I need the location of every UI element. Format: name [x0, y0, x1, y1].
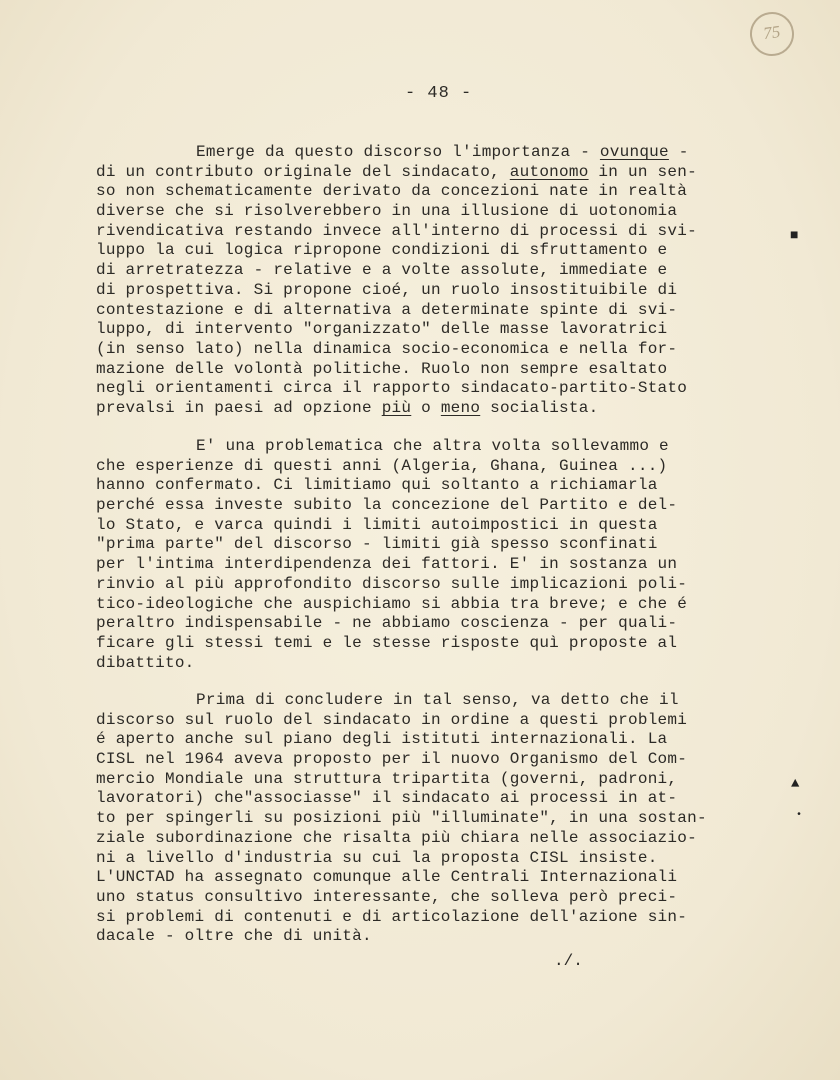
- text-line: lo Stato, e varca quindi i limiti autoimpostici in questa: [96, 515, 658, 534]
- margin-dot-icon: ▲: [791, 776, 800, 792]
- text-line: luppo, di intervento "organizzato" delle masse lavoratrici: [96, 320, 668, 339]
- text-line: si problemi di contenuti e di articolazione dell'azione sin-: [96, 907, 688, 926]
- text-line: mazione delle volontà politiche. Ruolo non sempre esaltato: [96, 359, 668, 378]
- page-number: - 48 -: [405, 84, 473, 103]
- text-line: so non schematicamente derivato da concezioni nate in realtà: [96, 182, 688, 201]
- text-line: discorso sul ruolo del sindacato in ordine a questi problemi: [96, 710, 688, 729]
- text-line: lavoratori) che"associasse" il sindacato ai processi in at-: [96, 789, 678, 808]
- text-line: tico-ideologiche che auspichiamo si abbia tra breve; e che é: [96, 594, 688, 613]
- margin-dot-icon: •: [796, 810, 803, 821]
- text-line: "prima parte" del discorso - limiti già spesso sconfinati: [96, 535, 658, 554]
- paragraph-2: [96, 437, 716, 673]
- text-line: per l'intima interdipendenza dei fattori. E' in sostanza un: [96, 555, 678, 574]
- text-line: Prima di concludere in tal senso, va detto che il: [196, 691, 679, 709]
- underlined-word: meno: [440, 398, 481, 417]
- text-line: (in senso lato) nella dinamica socio-economica e nella for-: [96, 339, 678, 358]
- text-line: prevalsi in paesi ad opzione più o meno socialista.: [96, 398, 599, 417]
- text-line: CISL nel 1964 aveva proposto per il nuovo Organismo del Com-: [96, 750, 688, 769]
- text-line: rivendicativa restando invece all'interno di processi di svi-: [96, 221, 697, 240]
- underlined-word: autonomo: [509, 162, 589, 181]
- paragraph-1: [96, 143, 716, 419]
- text-line: Emerge da questo discorso l'importanza - ovunque -: [196, 143, 689, 161]
- text-line: ni a livello d'industria su cui la proposta CISL insiste.: [96, 848, 658, 867]
- text-line: uno status consultivo interessante, che solleva però preci-: [96, 887, 678, 906]
- text-line: luppo la cui logica ripropone condizioni di sfruttamento e: [96, 241, 668, 260]
- paragraph-3: [96, 691, 716, 947]
- text-line: é aperto anche sul piano degli istituti internazionali. La: [96, 730, 668, 749]
- margin-dot-icon: ■: [790, 228, 799, 244]
- text-line: hanno confermato. Ci limitiamo qui soltanto a richiamarla: [96, 476, 658, 495]
- text-line: dibattito.: [96, 653, 195, 672]
- text-line: mercio Mondiale una struttura tripartita (governi, padroni,: [96, 769, 678, 788]
- underlined-word: ovunque: [599, 143, 669, 161]
- text-line: contestazione e di alternativa a determinate spinte di svi-: [96, 300, 678, 319]
- text-line: rinvio al più approfondito discorso sulle implicazioni poli-: [96, 574, 688, 593]
- continuation-mark: ./.: [554, 952, 583, 970]
- text-line: to per spingerli su posizioni più "illuminate", in una sostan-: [96, 809, 707, 828]
- text-line: diverse che si risolverebbero in una illusione di uotonomia: [96, 202, 678, 221]
- text-line: negli orientamenti circa il rapporto sindacato-partito-Stato: [96, 379, 688, 398]
- text-line: di arretratezza - relative e a volte assolute, immediate e: [96, 261, 668, 280]
- text-line: perché essa investe subito la concezione del Partito e del-: [96, 496, 678, 515]
- text-line: dacale - oltre che di unità.: [96, 927, 372, 946]
- text-line: che esperienze di questi anni (Algeria, Ghana, Guinea ...): [96, 456, 668, 475]
- text-line: di un contributo originale del sindacato, autonomo in un sen-: [96, 162, 697, 181]
- page-stamp: 75: [747, 9, 797, 59]
- text-line: ficare gli stessi temi e le stesse risposte quì proposte al: [96, 633, 678, 652]
- text-line: peraltro indispensabile - ne abbiamo coscienza - per quali-: [96, 614, 678, 633]
- text-line: L'UNCTAD ha assegnato comunque alle Centrali Internazionali: [96, 868, 678, 887]
- text-line: E' una problematica che altra volta sollevammo e: [196, 437, 669, 455]
- text-line: ziale subordinazione che risalta più chiara nelle associazio-: [96, 828, 697, 847]
- text-line: di prospettiva. Si propone cioé, un ruolo insostituibile di: [96, 280, 678, 299]
- underlined-word: più: [381, 398, 412, 417]
